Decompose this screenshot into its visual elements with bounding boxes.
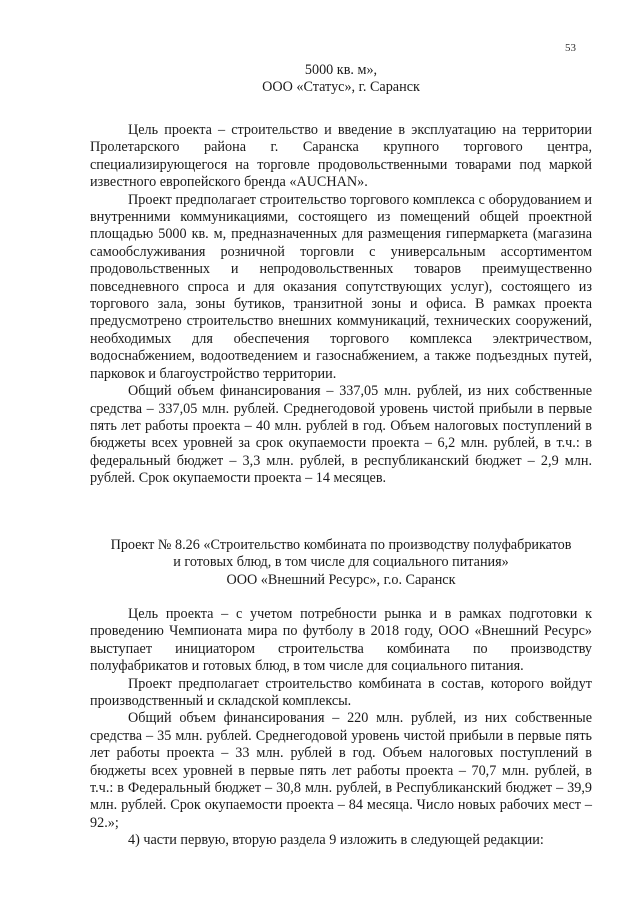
header-line-1: 5000 кв. м», (304, 62, 378, 78)
page-number: 53 (565, 42, 576, 54)
project1-goal-paragraph: Цель проекта – строительство и введение в эксплуатацию на территории Пролетарского района г. Саранска крупного торгового центра, специализирующегося на торговле продовольственными товарами под маркой известного европейского бренда «AUCHAN». (90, 122, 592, 191)
header-block (90, 62, 592, 97)
project2-section (90, 606, 592, 850)
project2-goal-paragraph: Цель проекта – с учетом потребности рынка и в рамках подготовки к проведению Чемпионата мира по футболу в 2018 году, ООО «Внешний Ресурс» выступает инициатором строительства комбината по производству полуфабрикатов и готовых блюд, в том числе для социального питания. (90, 606, 592, 675)
project2-title-line-2: и готовых блюд, в том числе для социального питания» (173, 554, 509, 571)
project1-section (90, 122, 592, 488)
project1-financing-paragraph: Общий объем финансирования – 337,05 млн. рублей, из них собственные средства – 337,05 млн. рублей. Среднегодовой уровень чистой прибыли в первые пять лет работы проекта – 40 млн. рублей в год. Объем налоговых поступлений в бюджеты всех уровней за срок окупаемости проекта – 6,2 млн. рублей, в т.ч.: в федеральный бюджет – 3,3 млн. рублей, в республиканский бюджет – 2,9 млн. рублей. Срок окупаемости проекта – 14 месяцев. (90, 383, 592, 487)
closing-paragraph: 4) части первую, вторую раздела 9 изложить в следующей редакции: (128, 832, 544, 849)
project2-title-block (90, 537, 592, 589)
project2-description-paragraph: Проект предполагает строительство комбината в состав, которого войдут производственный и складской комплексы. (90, 675, 592, 710)
project2-title-line-1: Проект № 8.26 «Строительство комбината по производству полуфабрикатов (110, 537, 572, 553)
header-line-2: ООО «Статус», г. Саранск (262, 79, 420, 96)
project2-title-line-3: ООО «Внешний Ресурс», г.о. Саранск (226, 571, 456, 588)
project2-financing-paragraph: Общий объем финансирования – 220 млн. рублей, из них собственные средства – 35 млн. рублей. Среднегодовой уровень чистой прибыли в первые пять лет работы проекта – 33 млн. рублей в год. Объем налоговых поступлений в бюджеты всех уровней в первые пять лет работы проекта – 70,7 млн. рублей, в т.ч.: в Федеральный бюджет – 30,8 млн. рублей, в Республиканский бюджет – 39,9 млн. рублей. Срок окупаемости проекта – 84 месяца. Число новых рабочих мест – 92.»; (90, 710, 592, 831)
project1-description-paragraph: Проект предполагает строительство торгового комплекса с оборудованием и внутренними коммуникациями, состоящего из помещений общей проектной площадью 5000 кв. м, предназначенных для размещения гипермаркета (магазина самообслуживания розничной торговли с универсальным ассортиментом продовольственных и непродовольственных товаров преимущественно повседневного спроса и для оказания сопутствующих услуг), состоящего из торгового зала, зоны бутиков, транзитной зоны и офиса. В рамках проекта предусмотрено строительство внешних коммуникаций, технических сооружений, необходимых для обеспечения торгового комплекса электричеством, водоснабжением, водоотведением и газоснабжением, а также подъездных путей, парковок и благоустройство территории. (90, 191, 592, 382)
